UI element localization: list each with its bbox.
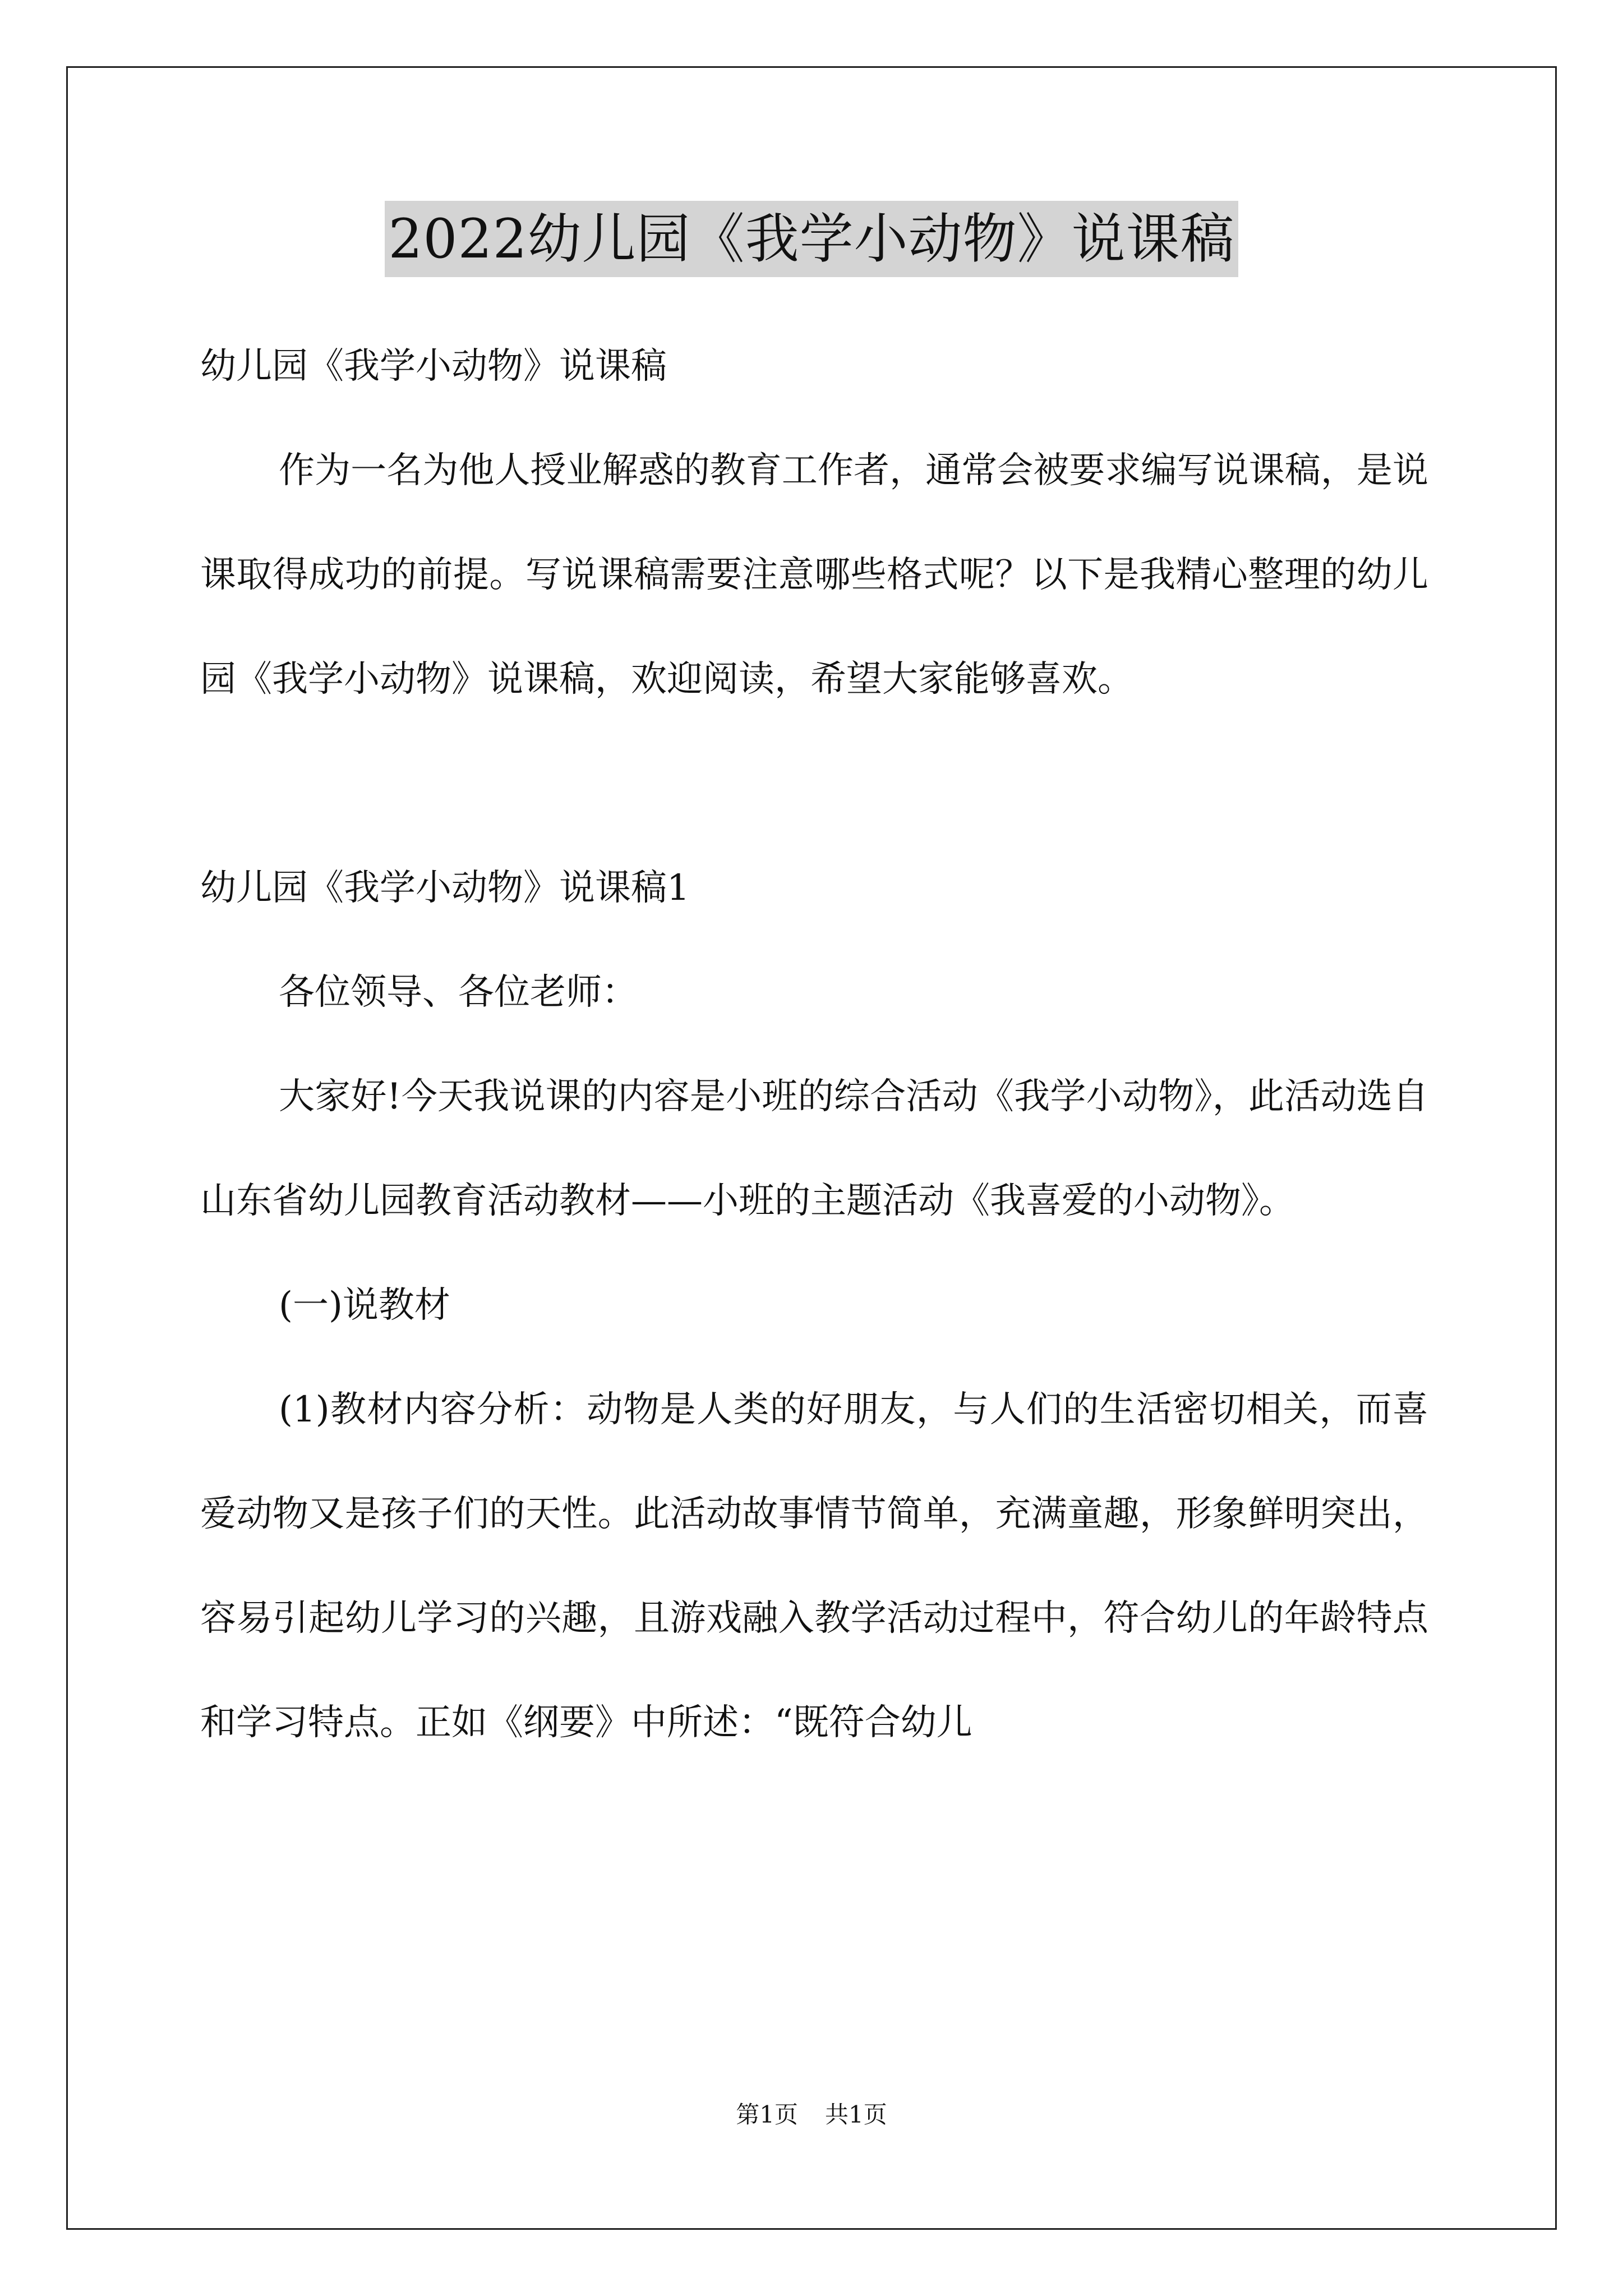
analysis-paragraph: (1)教材内容分析：动物是人类的好朋友，与人们的生活密切相关，而喜爱动物又是孩子们的天性。此活动故事情节简单，充满童趣，形象鲜明突出，容易引起幼儿学习的兴趣，且游戏融入教学活动过程中，符合幼儿的年龄特点和学习特点。正如《纲要》中所述：“既符合幼儿	[200, 1389, 1428, 1743]
title-container	[0, 201, 1623, 277]
intro-paragraph: 作为一名为他人授业解惑的教育工作者，通常会被要求编写说课稿，是说课取得成功的前提。写说课稿需要注意哪些格式呢？以下是我精心整理的幼儿园《我学小动物》说课稿，欢迎阅读，希望大家能够喜欢。	[200, 450, 1428, 700]
subtitle-paragraph: 幼儿园《我学小动物》说课稿	[200, 346, 667, 387]
document-title: 2022幼儿园《我学小动物》说课稿	[385, 201, 1238, 277]
section-heading: 幼儿园《我学小动物》说课稿1	[200, 867, 690, 909]
paragraph-spacer	[200, 731, 1428, 836]
page-number-total: 共1页	[825, 2101, 887, 2128]
opening-paragraph: 大家好!今天我说课的内容是小班的综合活动《我学小动物》，此活动选自山东省幼儿园教育活动教材——小班的主题活动《我喜爱的小动物》。	[200, 1076, 1428, 1222]
greeting-paragraph: 各位领导、各位老师：	[279, 972, 638, 1013]
page-number-current: 第1页	[736, 2101, 798, 2128]
page-footer	[0, 2098, 1623, 2132]
subsection-heading: (一)说教材	[279, 1285, 450, 1326]
document-body	[200, 314, 1428, 1775]
